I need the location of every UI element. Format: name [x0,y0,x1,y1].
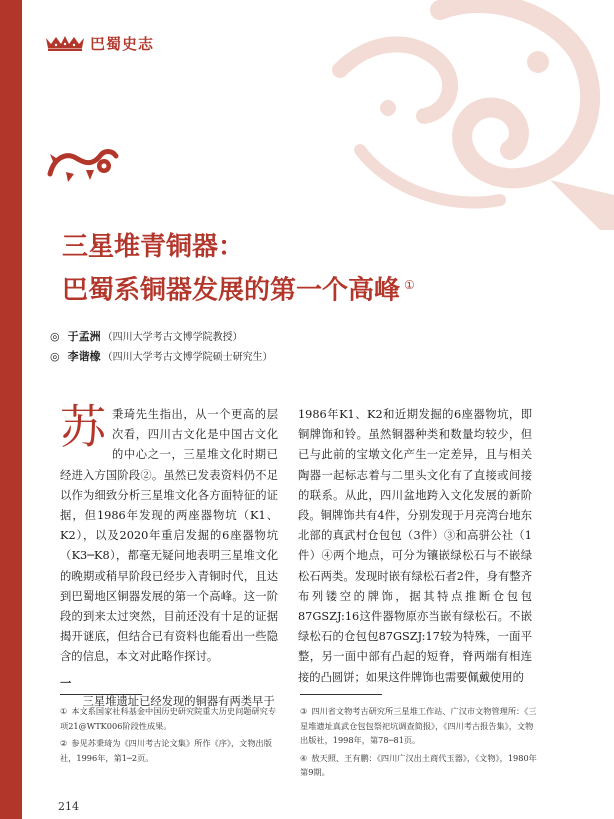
title-line-2-text: 巴蜀系铜器发展的第一个高峰 [62,275,401,306]
footnote-number: ① [60,706,68,716]
body-paragraph [60,400,278,668]
series-title: 巴蜀史志 [90,35,155,53]
article-title [62,228,542,310]
author-name: 李谐橡 [67,350,101,363]
footnote [60,736,282,765]
author-affiliation: （四川大学考古文博学院教授） [102,332,243,343]
author-bullet: ◎ [50,330,60,343]
footnotes-left [60,704,282,768]
author-list [50,327,273,367]
title-footnote-marker[interactable]: ① [404,278,415,292]
body-column-left [60,400,278,712]
left-accent-bar [0,0,22,819]
footnote [60,704,282,733]
dropcap: 苏 [60,400,106,454]
footnote-text: 四川省文物考古研究所三星堆工作站、广汉市文物管理所：《三星堆遗址真武仓包包祭祀坑调查简报》，《四川考古报告集》，文物出版社，1998年，第78─81页。 [300,706,537,745]
footnote-text: 参见苏秉琦为《四川考古论文集》所作《序》，文物出版社，1996年，第1─2页。 [60,738,272,763]
footnote [300,751,538,780]
section-heading: 一 [60,675,72,690]
author-name: 于孟洲 [67,330,101,343]
author-bullet: ◎ [50,350,60,363]
footnotes-right [300,704,538,783]
footnote-rule-left [60,694,142,695]
header-logo [44,34,184,52]
footnote-number: ② [60,738,68,748]
footnote-rule-right [300,694,382,695]
bird-pattern-watermark [300,0,614,230]
body-paragraph: 1986年K1、K2和近期发掘的6座器物坑，即铜牌饰和铃。虽然铜器种类和数量均较少，但已与此前的宝墩文化产生一定差异，且与相关陶器一起标志着与二里头文化有了直接或间接的联系。从此，四川盆地跨入文化发展的新阶段。铜牌饰共有4件，分别发现于月亮湾台地东北部的真武村仓包包（3件）③和高骈公社（1件）④两个地点，可分为镶嵌绿松石与不嵌绿松石两类。发现时嵌有绿松石者2件，身有整齐布列镂空的牌饰，据其特点推断仓包包87GSZJ:16这件器物原亦当嵌有绿松石。不嵌绿松石的仓包包87GSZJ:17较为特殊，一面平整，另一面中部有凸起的短脊，脊两端有相连接的凸圆饼；如果这件牌饰也需要佩戴使用的 [298,408,532,684]
body-paragraph: 三星堆遗址已经发现的铜器有两类早于 [82,694,275,708]
footnote-text: 敖天照、王有鹏：《四川广汉出土商代玉器》，《文物》，1980年第9期。 [300,752,537,777]
author-entry [50,327,273,347]
footnote-text: 本文系国家社科基金中国历史研究院重大历史问题研究专项21@WTK006阶段性成果。 [60,706,277,731]
title-line-2 [62,266,542,310]
author-affiliation: （四川大学考古文博学院硕士研究生） [102,352,273,363]
footnote-number: ③ [300,706,308,716]
footnote-number: ④ [300,752,308,763]
crown-icon [44,34,86,52]
page-number: 214 [58,800,79,813]
title-line-1: 三星堆青铜器： [62,232,245,262]
paragraph-text: 秉琦先生指出，从一个更高的层次看，四川古文化是中国古文化的中心之一，三星堆文化时期已经进入方国阶段②。虽然已发表资料仍不足以作为细致分析三星堆文化各方面特征的证据，但1986年发现的两座器物坑（K1、K2），以及2020年重启发掘的6座器物坑（K3─K8），都毫无疑问地表明三星堆文化的晚期或稍早阶段已经步入青铜时代，且达到巴蜀地区铜器发展的第一个高峰。这一阶段的到来太过突然，目前还没有十足的证据揭开谜底，但结合已有资料也能看出一些隐含的信息，本文对此略作探讨。 [60,408,278,664]
author-entry [50,347,273,367]
dragon-icon [46,144,120,184]
footnote [300,704,538,748]
body-column-right [298,405,532,688]
